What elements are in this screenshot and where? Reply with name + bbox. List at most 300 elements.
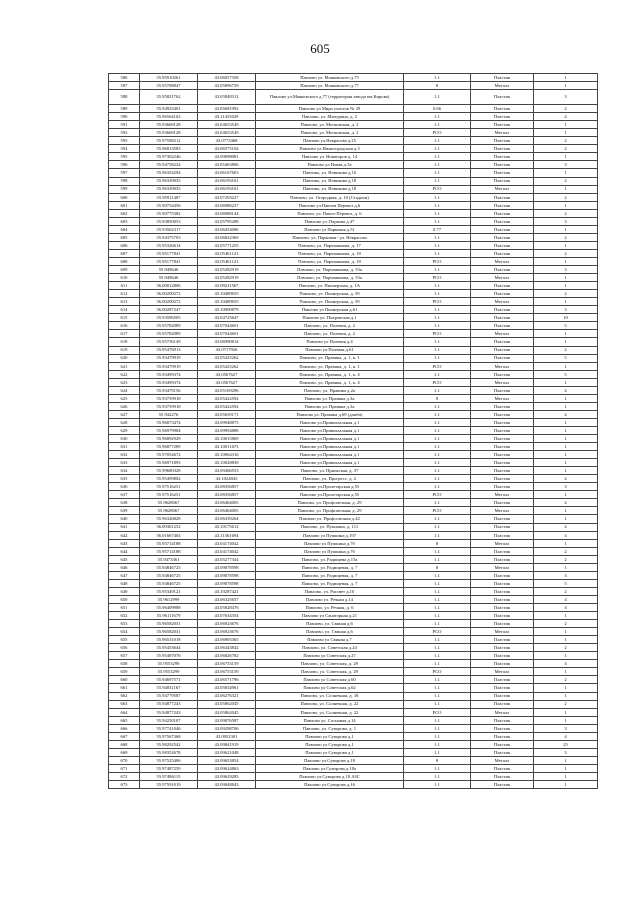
volume-cell: 1.1 [404, 113, 471, 121]
address-cell: Павлово ул.Павлов Перевоз д.6 [256, 201, 404, 209]
table-row [109, 314, 598, 322]
address-cell: Павлово, ул. Солнечная, д. 22 [256, 700, 404, 708]
table-row [109, 274, 598, 282]
table-row [109, 684, 598, 692]
latitude-cell: 55.97598212 [140, 137, 198, 145]
address-cell: Павлово, ул. Огородная, д. 10 (Стадион) [256, 193, 404, 201]
longitude-cell: 43.0773468 [198, 137, 256, 145]
material-cell: Пластик [471, 217, 534, 225]
latitude-cell: 55.94697571 [140, 676, 198, 684]
table-row [109, 563, 598, 571]
longitude-cell: 43.06571796 [198, 676, 256, 684]
material-cell: Пластик [471, 346, 534, 354]
material-cell: Пластик [471, 781, 534, 789]
count-cell: 2 [534, 547, 598, 555]
volume-cell: 1.1 [404, 459, 471, 467]
table-row [109, 756, 598, 764]
latitude-cell: 55.96531018 [140, 636, 198, 644]
longitude-cell: 43.1024843 [198, 475, 256, 483]
table-row [109, 354, 598, 362]
address-cell: Павлово ул Пушкина д.7б [256, 539, 404, 547]
count-cell: 3 [534, 724, 598, 732]
table-row [109, 579, 598, 587]
volume-cell: 1.1 [404, 266, 471, 274]
count-cell: 2 [534, 410, 598, 418]
latitude-cell: 55.94779587 [140, 692, 198, 700]
volume-cell: 1.1 [404, 443, 471, 451]
row-number-cell: 590 [109, 113, 140, 121]
count-cell: 3 [534, 161, 598, 169]
table-row [109, 129, 598, 137]
count-cell: 1 [534, 330, 598, 338]
count-cell: 1 [534, 82, 598, 90]
material-cell: Пластик [471, 201, 534, 209]
table-row [109, 410, 598, 418]
volume-cell: 1.1 [404, 587, 471, 595]
material-cell: Пластик [471, 105, 534, 113]
address-cell: Павлово ул. Правика д.3а [256, 394, 404, 402]
address-cell: Павлово ул. Маяковского д.77 [256, 82, 404, 90]
count-cell: 2 [534, 346, 598, 354]
longitude-cell: 43.07634354 [198, 612, 256, 620]
material-cell: Пластик [471, 233, 534, 241]
latitude-cell: 55.96979904 [140, 426, 198, 434]
volume-cell: 1.1 [404, 612, 471, 620]
address-cell: Павлово ул.Некрасова д.25 [256, 137, 404, 145]
table-row [109, 483, 598, 491]
volume-cell: 1.1 [404, 764, 471, 772]
address-cell: Павлово ул. Профсоюзная д.42 [256, 515, 404, 523]
latitude-cell: 55.93499374 [140, 378, 198, 386]
address-cell: Павлово, ул. Радищевая, д. 7 [256, 571, 404, 579]
material-cell: Пластик [471, 74, 534, 82]
count-cell: 1 [534, 684, 598, 692]
table-row [109, 660, 598, 668]
latitude-cell: 55.97591019 [140, 781, 198, 789]
material-cell: Металл [471, 257, 534, 265]
material-cell: Пластик [471, 418, 534, 426]
row-number-cell: 644 [109, 547, 140, 555]
count-cell: 1 [534, 515, 598, 523]
latitude-cell: 55.95177841 [140, 257, 198, 265]
material-cell: Металл [471, 129, 534, 137]
address-cell: Павлово ул.Пролетарская д.55 [256, 483, 404, 491]
volume-cell: 0.66 [404, 105, 471, 113]
longitude-cell: 43.05639171 [198, 410, 256, 418]
row-number-cell: 586 [109, 74, 140, 82]
count-cell: 5 [534, 370, 598, 378]
longitude-cell: 43.09298706 [198, 724, 256, 732]
volume-cell: 1.1 [404, 499, 471, 507]
material-cell: Пластик [471, 740, 534, 748]
latitude-cell: 55.95453644 [140, 644, 198, 652]
volume-cell: 1.1 [404, 644, 471, 652]
volume-cell: 1.1 [404, 523, 471, 531]
row-number-cell: 635 [109, 475, 140, 483]
table-row [109, 652, 598, 660]
row-number-cell: 661 [109, 684, 140, 692]
volume-cell: 1.1 [404, 282, 471, 290]
row-number-cell: 638 [109, 499, 140, 507]
row-number-cell: 587 [109, 82, 140, 90]
count-cell: 1 [534, 378, 598, 386]
address-cell: Павлово, ул. Пионерская, д. 59 [256, 298, 404, 306]
material-cell: Пластик [471, 459, 534, 467]
address-cell: Павлово ул.Нижегородская д.3 [256, 145, 404, 153]
table-row [109, 571, 598, 579]
address-cell: Павлово, ул. Полевая, д. 2 [256, 330, 404, 338]
latitude-cell: 55.9612999 [140, 595, 198, 603]
address-cell: Павлово, ул. Парчанинова, д. 53а [256, 266, 404, 274]
longitude-cell: 43.05681992 [198, 105, 256, 113]
latitude-cell: 55.95782089 [140, 330, 198, 338]
material-cell: Пластик [471, 716, 534, 724]
row-number-cell: 592 [109, 129, 140, 137]
volume-cell: 1.1 [404, 716, 471, 724]
material-cell: Пластик [471, 193, 534, 201]
row-number-cell: 664 [109, 708, 140, 716]
longitude-cell: 43.05282919 [198, 274, 256, 282]
table-row [109, 105, 598, 113]
table-row [109, 394, 598, 402]
latitude-cell: 55.90754456 [140, 201, 198, 209]
latitude-cell: 55.90775382 [140, 209, 198, 217]
table-row [109, 90, 598, 105]
address-cell: Павлово, ул. Новикова д.18 [256, 177, 404, 185]
count-cell: 1 [534, 169, 598, 177]
row-number-cell: 629 [109, 426, 140, 434]
count-cell: 1 [534, 362, 598, 370]
volume-cell: 1.1 [404, 483, 471, 491]
count-cell: 1 [534, 716, 598, 724]
table-row [109, 145, 598, 153]
latitude-cell: 55.93669128 [140, 129, 198, 137]
latitude-cell: 55.96582031 [140, 620, 198, 628]
table-row [109, 499, 598, 507]
table-row [109, 781, 598, 789]
row-number-cell: 667 [109, 732, 140, 740]
material-cell: Металл [471, 668, 534, 676]
row-number-cell: 665 [109, 716, 140, 724]
volume-cell: 1.1 [404, 338, 471, 346]
latitude-cell: 55.97567368 [140, 732, 198, 740]
latitude-cell: 55.949646 [140, 274, 198, 282]
latitude-cell: 55.942276 [140, 410, 198, 418]
count-cell: 2 [534, 145, 598, 153]
address-cell: Павлово ул.Суворова д.18а [256, 764, 404, 772]
table-row [109, 193, 598, 201]
material-cell: Пластик [471, 515, 534, 523]
address-cell: Павлово, ул. Советская, д. 29 [256, 668, 404, 676]
longitude-cell: 43.04725647 [198, 314, 256, 322]
volume-cell: 1.1 [404, 121, 471, 129]
latitude-cell: 55.94846725 [140, 579, 198, 587]
material-cell: Пластик [471, 636, 534, 644]
address-cell: Павлово ул. Правика д.69 (дамба) [256, 410, 404, 418]
count-cell: 4 [534, 604, 598, 612]
material-cell: Пластик [471, 338, 534, 346]
longitude-cell: 43.09098081 [198, 153, 256, 161]
material-cell: Металл [471, 539, 534, 547]
volume-cell: 1.1 [404, 386, 471, 394]
address-cell: Павлово ул Пушкина д.7б [256, 547, 404, 555]
row-number-cell: 588 [109, 90, 140, 105]
material-cell: Пластик [471, 161, 534, 169]
count-cell: 3 [534, 306, 598, 314]
volume-cell: PCO [404, 330, 471, 338]
latitude-cell: 55.94846725 [140, 571, 198, 579]
longitude-cell: 43.05461121 [198, 257, 256, 265]
latitude-cell: 55.99680328 [140, 467, 198, 475]
row-number-cell: 615 [109, 314, 140, 322]
count-cell: 1 [534, 539, 598, 547]
material-cell: Пластик [471, 169, 534, 177]
latitude-cell: 55.98292542 [140, 740, 198, 748]
table-row [109, 636, 598, 644]
count-cell: 2 [534, 676, 598, 684]
volume-cell: 8 [404, 756, 471, 764]
row-number-cell: 632 [109, 451, 140, 459]
count-cell: 1 [534, 692, 598, 700]
material-cell: Пластик [471, 314, 534, 322]
volume-cell: PCO [404, 362, 471, 370]
count-cell: 1 [534, 241, 598, 249]
material-cell: Пластик [471, 209, 534, 217]
address-cell: Павлово, ул. Правика, д. 1, к. 1 [256, 354, 404, 362]
address-cell: Павлово, ул. Павло-Перевоз, д. 6 [256, 209, 404, 217]
row-number-cell: 625 [109, 394, 140, 402]
longitude-cell: 43.06193161 [198, 177, 256, 185]
volume-cell: PCO [404, 491, 471, 499]
volume-cell: PCO [404, 378, 471, 386]
address-cell: Павлово ул. Речная д.14 [256, 595, 404, 603]
row-number-cell: 622 [109, 370, 140, 378]
count-cell: 4 [534, 113, 598, 121]
material-cell: Пластик [471, 402, 534, 410]
count-cell: 1 [534, 772, 598, 780]
address-cell: Павлово, ул. Парчанинова, д. 53а [256, 274, 404, 282]
address-cell: Павлово ул Мира участок № 29 [256, 105, 404, 113]
table-row [109, 137, 598, 145]
longitude-cell: 43.09466553 [198, 467, 256, 475]
table-row [109, 290, 598, 298]
count-cell: 4 [534, 732, 598, 740]
volume-cell: 1.1 [404, 306, 471, 314]
material-cell: Пластик [471, 531, 534, 539]
table-row [109, 435, 598, 443]
table-row [109, 539, 598, 547]
latitude-cell: 56.00200272 [140, 298, 198, 306]
longitude-cell: 43.09629285 [198, 772, 256, 780]
count-cell: 1 [534, 459, 598, 467]
count-cell: 2 [534, 105, 598, 113]
latitude-cell: 55.97741046 [140, 724, 198, 732]
row-number-cell: 647 [109, 571, 140, 579]
latitude-cell: 55.93759918 [140, 394, 198, 402]
address-cell: Павлово, ул. Новикова д.16 [256, 169, 404, 177]
row-number-cell: 634 [109, 467, 140, 475]
row-number-cell: 628 [109, 418, 140, 426]
address-cell: Павлово ул Советская д.27 [256, 652, 404, 660]
address-cell: Павлово, ул. Радищевая, д. 7 [256, 579, 404, 587]
material-cell: Пластик [471, 652, 534, 660]
material-cell: Пластик [471, 137, 534, 145]
latitude-cell: 55.96339035 [140, 185, 198, 193]
table-row [109, 628, 598, 636]
latitude-cell: 55.95326614 [140, 241, 198, 249]
address-cell: Павлово, ул. Правика, д. 1, к. 4 [256, 370, 404, 378]
count-cell: 4 [534, 531, 598, 539]
longitude-cell: 43.07293227 [198, 193, 256, 201]
volume-cell: 1.1 [404, 451, 471, 459]
latitude-cell: 55.96873474 [140, 418, 198, 426]
longitude-cell: 43.06325657 [198, 595, 256, 603]
count-cell: 1 [534, 708, 598, 716]
longitude-cell: 43.05169296 [198, 386, 256, 394]
table-row [109, 113, 598, 121]
latitude-cell: 55.95349121 [140, 587, 198, 595]
latitude-cell: 55.96339035 [140, 177, 198, 185]
longitude-cell: 43.06986237 [198, 201, 256, 209]
volume-cell: 1.1 [404, 636, 471, 644]
row-number-cell: 606 [109, 241, 140, 249]
longitude-cell: 43.05828476 [198, 604, 256, 612]
longitude-cell: 43.06193161 [198, 185, 256, 193]
longitude-cell: 43.09211567 [198, 282, 256, 290]
address-cell: Павлово ул Суворова д.1 [256, 740, 404, 748]
volume-cell: 1.1 [404, 177, 471, 185]
material-cell: Пластик [471, 177, 534, 185]
count-cell: 2 [534, 644, 598, 652]
row-number-cell: 610 [109, 274, 140, 282]
count-cell: 1 [534, 668, 598, 676]
longitude-cell: 43.11361694 [198, 531, 256, 539]
row-number-cell: 595 [109, 153, 140, 161]
row-number-cell: 643 [109, 539, 140, 547]
count-cell: 2 [534, 177, 598, 185]
row-number-cell: 657 [109, 652, 140, 660]
material-cell: Металл [471, 82, 534, 90]
count-cell: 4 [534, 386, 598, 394]
material-cell: Пластик [471, 595, 534, 603]
volume-cell: 1.1 [404, 193, 471, 201]
row-number-cell: 640 [109, 515, 140, 523]
row-number-cell: 662 [109, 692, 140, 700]
address-cell: Павлово, ул. Правика, д. 1, к. 1 [256, 362, 404, 370]
longitude-cell: 43.06905365 [198, 636, 256, 644]
count-cell: 5 [534, 322, 598, 330]
table-row [109, 185, 598, 193]
count-cell: 1 [534, 338, 598, 346]
latitude-cell: 56.00361252 [140, 523, 198, 531]
material-cell: Пластик [471, 386, 534, 394]
material-cell: Пластик [471, 306, 534, 314]
material-cell: Пластик [471, 370, 534, 378]
material-cell: Пластик [471, 249, 534, 257]
address-cell: Павлово, ул. Советская, д. 29 [256, 660, 404, 668]
row-number-cell: 671 [109, 764, 140, 772]
volume-cell: 1.1 [404, 571, 471, 579]
address-cell: Павлово, ул. Советская д.24 [256, 644, 404, 652]
row-number-cell: 603 [109, 217, 140, 225]
material-cell: Пластик [471, 354, 534, 362]
table-row [109, 82, 598, 90]
count-cell: 2 [534, 137, 598, 145]
count-cell: 2 [534, 193, 598, 201]
longitude-cell: 43.09621048 [198, 748, 256, 756]
longitude-cell: 43.09624863 [198, 764, 256, 772]
row-number-cell: 673 [109, 781, 140, 789]
volume-cell: 1.1 [404, 547, 471, 555]
table-row [109, 121, 598, 129]
longitude-cell: 43.04653549 [198, 121, 256, 129]
latitude-cell: 55.94758224 [140, 161, 198, 169]
material-cell: Пластик [471, 113, 534, 121]
latitude-cell: 55.96892929 [140, 435, 198, 443]
count-cell: 1 [534, 153, 598, 161]
address-cell: Павлово ул. Паркова д.47 [256, 217, 404, 225]
row-number-cell: 605 [109, 233, 140, 241]
table-row [109, 724, 598, 732]
count-cell: 1 [534, 282, 598, 290]
table-row [109, 547, 598, 555]
count-cell: 1 [534, 756, 598, 764]
material-cell: Пластик [471, 410, 534, 418]
material-cell: Пластик [471, 443, 534, 451]
material-cell: Пластик [471, 764, 534, 772]
volume-cell: 1.1 [404, 620, 471, 628]
table-row [109, 507, 598, 515]
count-cell: 2 [534, 290, 598, 298]
table-row [109, 523, 598, 531]
volume-cell: 1.1 [404, 370, 471, 378]
table-row [109, 370, 598, 378]
material-cell: Пластик [471, 241, 534, 249]
table-row [109, 491, 598, 499]
material-cell: Пластик [471, 660, 534, 668]
address-cell: Павлово, ул. Рассвет д.10 [256, 587, 404, 595]
register-table-body [109, 74, 598, 789]
count-cell: 4 [534, 595, 598, 603]
count-cell: 1 [534, 426, 598, 434]
row-number-cell: 659 [109, 668, 140, 676]
row-number-cell: 620 [109, 354, 140, 362]
longitude-cell: 43.05422592 [198, 394, 256, 402]
longitude-cell: 43.10489655 [198, 298, 256, 306]
latitude-cell: 55.96582031 [140, 628, 198, 636]
address-cell: Павлово ул.Полевая д.61 [256, 346, 404, 354]
material-cell: Пластик [471, 266, 534, 274]
longitude-cell: 43.0717926 [198, 346, 256, 354]
address-cell: Павлово ул.Привокзальная д.1 [256, 443, 404, 451]
count-cell: 2 [534, 499, 598, 507]
latitude-cell: 55.98352678 [140, 748, 198, 756]
volume-cell: 1.1 [404, 772, 471, 780]
longitude-cell: 43.0567627 [198, 378, 256, 386]
row-number-cell: 646 [109, 563, 140, 571]
material-cell: Пластик [471, 587, 534, 595]
row-number-cell: 616 [109, 322, 140, 330]
row-number-cell: 617 [109, 330, 140, 338]
volume-cell: 1.1 [404, 604, 471, 612]
count-cell: 1 [534, 507, 598, 515]
volume-cell: 1.1 [404, 402, 471, 410]
longitude-cell: 43.0567627 [198, 370, 256, 378]
count-cell: 2 [534, 700, 598, 708]
row-number-cell: 631 [109, 443, 140, 451]
row-number-cell: 639 [109, 507, 140, 515]
volume-cell: PCO [404, 185, 471, 193]
